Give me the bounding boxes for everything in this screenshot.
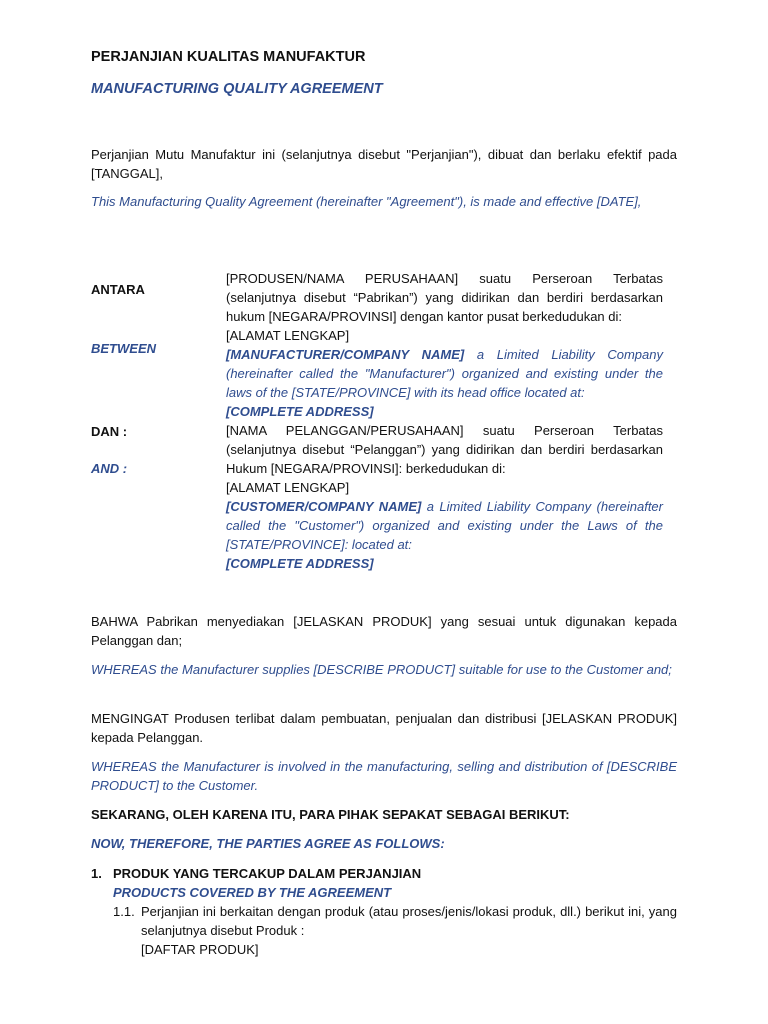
item-1-1-text: Perjanjian ini berkaitan dengan produk (atau proses/jenis/lokasi produk, dll.) berikut ini, yang selanjutnya disebut Produk :	[141, 904, 677, 938]
and-label-en: AND :	[91, 461, 128, 476]
customer-address-id: [ALAMAT LENGKAP]	[226, 480, 350, 495]
manufacturer-block	[226, 269, 663, 421]
customer-block	[226, 421, 663, 573]
and-label-id: DAN :	[91, 424, 128, 439]
manufacturer-address-en: [COMPLETE ADDRESS]	[226, 404, 374, 419]
section1-heading-id: PRODUK YANG TERCAKUP DALAM PERJANJIAN	[113, 866, 422, 881]
manufacturer-address-id: [ALAMAT LENGKAP]	[226, 328, 350, 343]
manufacturer-text-id: [PRODUSEN/NAMA PERUSAHAAN] suatu Perseroan Terbatas (selanjutnya disebut “Pabrikan”) yang didirikan dan berdiri berdasarkan hukum [NEGARA/PROVINSI] dengan kantor pusat berkedudukan di:	[226, 271, 663, 324]
title-id: PERJANJIAN KUALITAS MANUFAKTUR	[91, 49, 366, 65]
between-label-en: BETWEEN	[91, 341, 156, 356]
now-therefore-en: NOW, THEREFORE, THE PARTIES AGREE AS FOLLOWS:	[91, 836, 445, 851]
title-en: MANUFACTURING QUALITY AGREEMENT	[91, 81, 383, 97]
manufacturer-text-en	[226, 345, 663, 402]
whereas2-en: WHEREAS the Manufacturer is involved in the manufacturing, selling and distribution of [DESCRIBE PRODUCT] to the Customer.	[91, 759, 677, 793]
now-therefore-id: SEKARANG, OLEH KARENA ITU, PARA PIHAK SEPAKAT SEBAGAI BERIKUT:	[91, 807, 570, 822]
whereas1-id: BAHWA Pabrikan menyediakan [JELASKAN PRODUK] yang sesuai untuk digunakan kepada Pelanggan dan;	[91, 614, 677, 648]
customer-address-en: [COMPLETE ADDRESS]	[226, 556, 374, 571]
customer-text-en	[226, 497, 663, 554]
section1-heading-en: PRODUCTS COVERED BY THE AGREEMENT	[113, 885, 392, 900]
whereas1-en: WHEREAS the Manufacturer supplies [DESCRIBE PRODUCT] suitable for use to the Customer and;	[91, 662, 672, 677]
between-label-id: ANTARA	[91, 282, 145, 297]
manufacturer-description-en: a Limited Liability Company (hereinafter called the "Manufacturer") organized and existing under the laws of the [STATE/PROVINCE] with its head office located at:	[226, 347, 663, 400]
whereas2-id: MENGINGAT Produsen terlibat dalam pembuatan, penjualan dan distribusi [JELASKAN PRODUK] kepada Pelanggan.	[91, 711, 677, 745]
customer-description-en: a Limited Liability Company (hereinafter called the "Customer") organized and existing under the Laws of the [STATE/PROVINCE]: located at:	[226, 499, 663, 552]
item-1-1-number: 1.1.	[113, 904, 135, 919]
manufacturer-name-en: [MANUFACTURER/COMPANY NAME]	[226, 347, 465, 362]
intro-id: Perjanjian Mutu Manufaktur ini (selanjutnya disebut "Perjanjian"), dibuat dan berlaku efektif pada [TANGGAL],	[91, 147, 677, 181]
item-1-1-list: [DAFTAR PRODUK]	[141, 942, 259, 957]
intro-en: This Manufacturing Quality Agreement (hereinafter "Agreement"), is made and effective [DATE],	[91, 194, 642, 209]
customer-name-en: [CUSTOMER/COMPANY NAME]	[226, 499, 422, 514]
customer-text-id: [NAMA PELANGGAN/PERUSAHAAN] suatu Perseroan Terbatas (selanjutnya disebut “Pelanggan”) yang didirikan dan berdiri berdasarkan Hukum [NEGARA/PROVINSI]: berkedudukan di:	[226, 423, 663, 476]
section1-number: 1.	[91, 866, 102, 881]
